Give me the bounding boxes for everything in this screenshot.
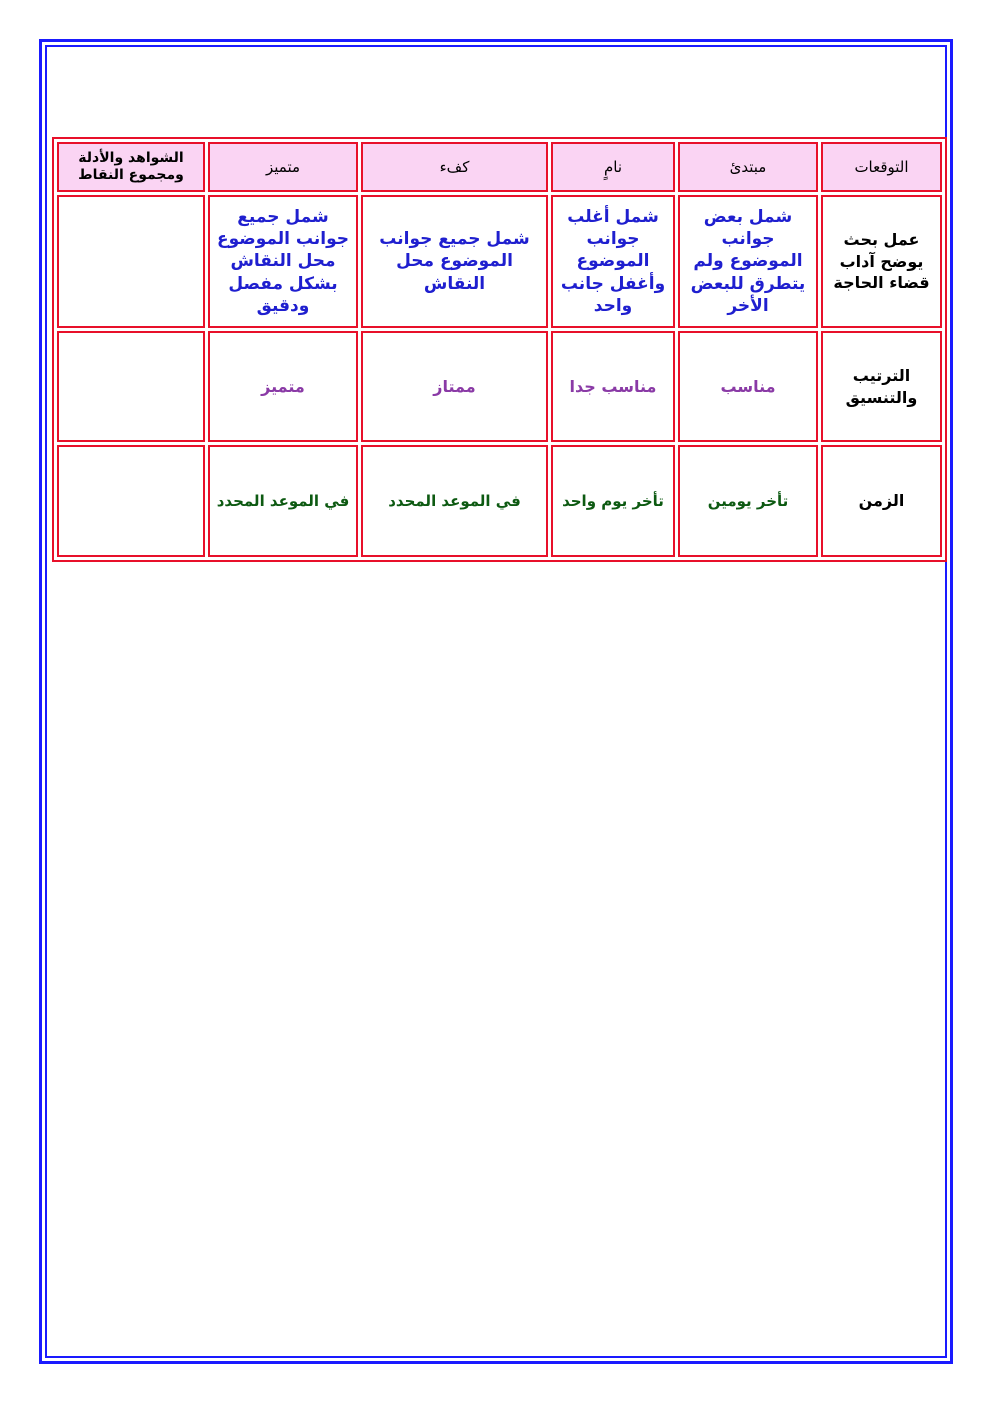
developing-cell: مناسب جدا <box>551 331 675 442</box>
header-expectations: التوقعات <box>821 142 942 192</box>
competent-cell: ممتاز <box>361 331 548 442</box>
header-distinguished: متميز <box>208 142 358 192</box>
rubric-table <box>52 137 947 562</box>
criterion-cell: الزمن <box>821 445 942 557</box>
beginner-cell: تأخر يومين <box>678 445 818 557</box>
header-beginner: مبتدئ <box>678 142 818 192</box>
evidence-cell <box>57 331 205 442</box>
developing-cell: شمل أغلب جوانب الموضوع وأغفل جانب واحد <box>551 195 675 328</box>
competent-cell: في الموعد المحدد <box>361 445 548 557</box>
beginner-cell: مناسب <box>678 331 818 442</box>
developing-cell: تأخر يوم واحد <box>551 445 675 557</box>
competent-cell: شمل جميع جوانب الموضوع محل النقاش <box>361 195 548 328</box>
beginner-cell: شمل بعض جوانب الموضوع ولم يتطرق للبعض الأخر <box>678 195 818 328</box>
distinguished-cell: متميز <box>208 331 358 442</box>
distinguished-cell: في الموعد المحدد <box>208 445 358 557</box>
header-competent: كفء <box>361 142 548 192</box>
distinguished-cell: شمل جميع جوانب الموضوع محل النقاش بشكل مفصل ودقيق <box>208 195 358 328</box>
criterion-cell: الترتيب والتنسيق <box>821 331 942 442</box>
evidence-cell <box>57 195 205 328</box>
evidence-cell <box>57 445 205 557</box>
table-row <box>57 331 942 442</box>
table-row <box>57 445 942 557</box>
header-evidence: الشواهد والأدلة ومجموع النقاط <box>57 142 205 192</box>
header-developing: نامٍ <box>551 142 675 192</box>
header-row <box>57 142 942 192</box>
table-row <box>57 195 942 328</box>
criterion-cell: عمل بحث يوضح آداب قضاء الحاجة <box>821 195 942 328</box>
